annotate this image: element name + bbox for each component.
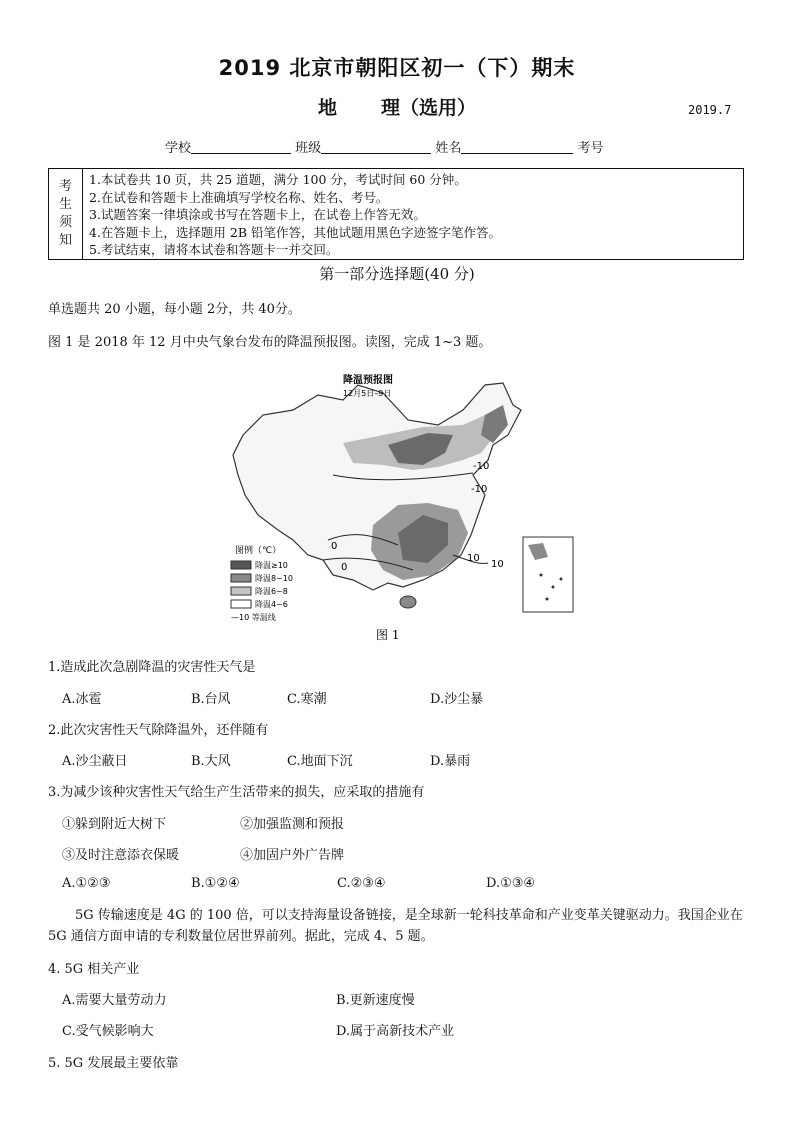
- cooling-forecast-map: [223, 365, 583, 650]
- notice-item: 1.本试卷共 10 页，共 25 道题，满分 100 分，考试时间 60 分钟。: [89, 172, 467, 187]
- exam-notice-box: [48, 168, 744, 260]
- notice-char: 知: [58, 233, 72, 248]
- q4-option-a[interactable]: A.需要大量劳动力: [62, 993, 167, 1008]
- q2-option-c[interactable]: C.地面下沉: [287, 754, 353, 769]
- map-title: 降温预报图: [343, 375, 393, 386]
- exam-title: 2019 北京市朝阳区初一（下）期末: [218, 56, 576, 80]
- notice-item: 3.试题答案一律填涂或书写在答题卡上，在试卷上作答无效。: [89, 207, 426, 222]
- isotherm-label: 0: [331, 541, 338, 552]
- q1-option-b[interactable]: B.台风: [191, 692, 231, 707]
- 5g-passage: 5G 传输速度是 4G 的 100 倍，可以支持海量设备链接，是全球新一轮科技革命和产业变革关键驱动力。我国企业在 5G 通信方面申请的专利数量位居世界前列。据此，完成 4、5 题。: [48, 908, 743, 944]
- isotherm-label: 0: [341, 562, 348, 573]
- notice-item: 2.在试卷和答题卡上准确填写学校名称、姓名、考号。: [89, 189, 389, 205]
- legend-label: —10 等温线: [231, 613, 276, 622]
- q4-option-b[interactable]: B.更新速度慢: [336, 993, 415, 1008]
- legend-label: 降温≥10: [255, 561, 288, 570]
- exam-date: 2019.7: [688, 103, 732, 117]
- notice-item: 5.考试结束，请将本试卷和答题卡一并交回。: [89, 242, 339, 257]
- notice-list: [89, 171, 501, 259]
- subject-rest: 理（选用）: [381, 97, 477, 119]
- isotherm-label: 10: [491, 559, 504, 570]
- q2-option-a[interactable]: A.沙尘蔽日: [62, 754, 128, 769]
- q3-choice: ③及时注意添衣保暖: [62, 848, 180, 863]
- q1-option-d[interactable]: D.沙尘暴: [430, 692, 484, 707]
- q1-option-c[interactable]: C.寒潮: [287, 692, 327, 707]
- notice-char: 生: [58, 197, 72, 212]
- legend-swatch: [231, 561, 251, 569]
- class-blank[interactable]: [321, 153, 431, 154]
- notice-side-label: [49, 169, 83, 259]
- q3-option-b[interactable]: B.①②④: [191, 876, 240, 891]
- legend-swatch: [231, 600, 251, 608]
- hainan-island: [400, 596, 416, 608]
- name-blank[interactable]: [461, 153, 573, 154]
- school-blank[interactable]: [191, 153, 291, 154]
- q2-option-d[interactable]: D.暴雨: [430, 754, 471, 769]
- subject-title: [0, 93, 794, 120]
- isotherm-label: -10: [473, 461, 490, 472]
- legend-swatch: [231, 574, 251, 582]
- legend-swatch: [231, 587, 251, 595]
- subject-char-1: 地: [317, 97, 337, 119]
- q3-choice: ①躲到附近大树下: [62, 817, 167, 832]
- legend-label: 降温6~8: [255, 587, 288, 596]
- question-4-stem: 4. 5G 相关产业: [48, 962, 140, 977]
- q1-option-a[interactable]: A.冰雹: [62, 692, 102, 707]
- question-2-stem: 2.此次灾害性天气除降温外，还伴随有: [48, 723, 269, 738]
- q3-option-d[interactable]: D.①③④: [486, 876, 536, 891]
- notice-char: 须: [58, 215, 72, 230]
- legend-label: 降温4~6: [255, 600, 288, 609]
- isotherm-label: 10: [467, 553, 480, 564]
- name-label: 姓名: [435, 141, 462, 156]
- notice-char: 考: [58, 179, 72, 194]
- figure-caption: 图 1: [376, 628, 400, 642]
- exam-number-label: 考号: [577, 141, 604, 156]
- class-label: 班级: [295, 141, 322, 156]
- q4-option-d[interactable]: D.属于高新技术产业: [336, 1024, 455, 1039]
- q3-option-c[interactable]: C.②③④: [337, 876, 386, 891]
- q3-choice: ②加强监测和预报: [240, 817, 345, 832]
- question-3-stem: 3.为减少该种灾害性天气给生产生活带来的损失，应采取的措施有: [48, 785, 425, 800]
- isotherm-label: -10: [471, 484, 488, 495]
- map-graphic: [223, 365, 583, 650]
- q3-choice: ④加固户外广告牌: [240, 848, 345, 863]
- map-subtitle: 12月5日–9日: [343, 389, 392, 398]
- figure-intro: 图 1 是 2018 年 12 月中央气象台发布的降温预报图。读图，完成 1~3 题。: [48, 335, 492, 350]
- q3-option-a[interactable]: A.①②③: [62, 876, 111, 891]
- q4-option-c[interactable]: C.受气候影响大: [62, 1024, 154, 1039]
- legend-label: 降温8~10: [255, 574, 293, 583]
- instruction-text: 单选题共 20 小题，每小题 2分，共 40分。: [48, 302, 301, 317]
- section-title: 第一部分选择题(40 分): [319, 265, 475, 283]
- legend-title: 图例（℃）: [235, 546, 282, 556]
- student-info-line: [165, 137, 603, 156]
- q2-option-b[interactable]: B.大风: [191, 754, 231, 769]
- question-5-stem: 5. 5G 发展最主要依靠: [48, 1056, 179, 1071]
- notice-item: 4.在答题卡上，选择题用 2B 铅笔作答，其他试题用黑色字迹签字笔作答。: [89, 224, 502, 240]
- school-label: 学校: [165, 141, 192, 156]
- question-1-stem: 1.造成此次急剧降温的灾害性天气是: [48, 660, 256, 675]
